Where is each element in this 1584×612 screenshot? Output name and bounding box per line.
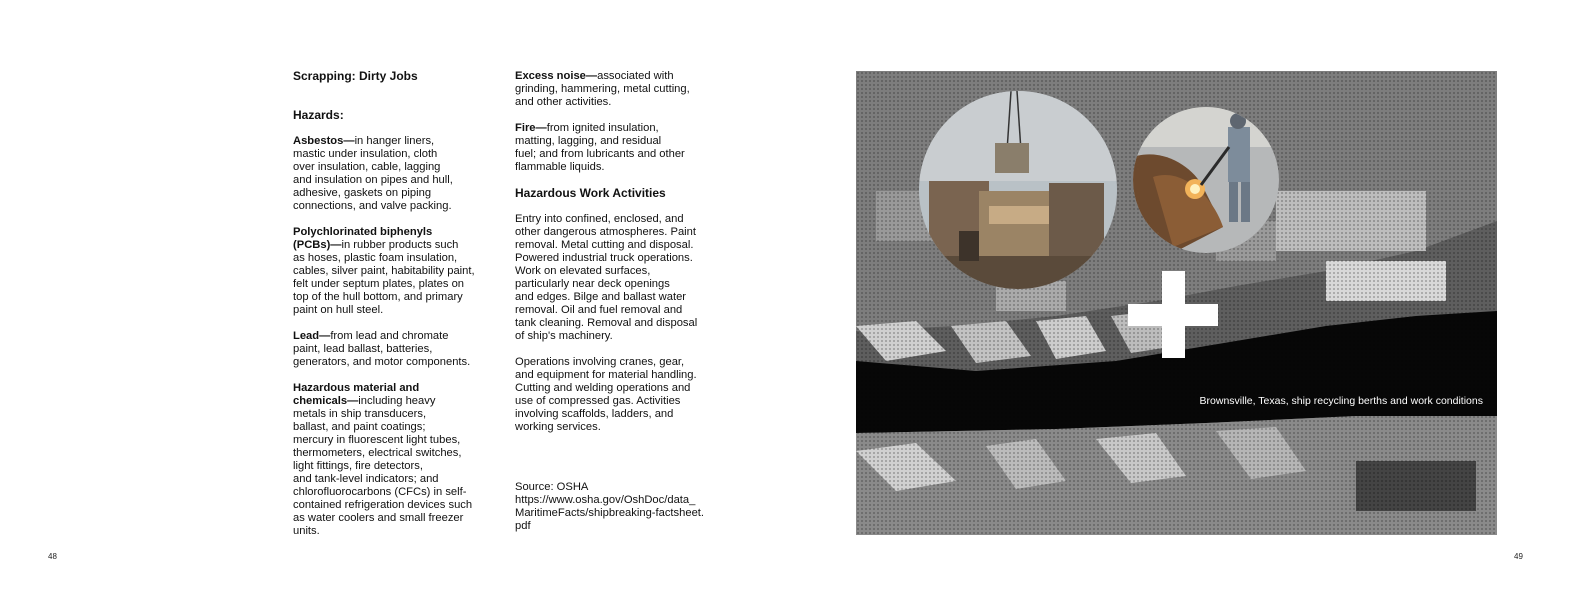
activities-heading: Hazardous Work Activities	[515, 186, 666, 200]
source-citation: Source: OSHA https://www.osha.gov/OshDoc/data_ MaritimeFacts/shipbreaking-factsheet. pdf	[515, 481, 705, 532]
hazard-asbestos: Asbestos—in hanger liners, mastic under insulation, cloth over insulation, cable, lagging and insulation on pipes and hull, adhesive, gaskets on piping connections, and valve packing.	[293, 135, 453, 212]
image-caption: Brownsville, Texas, ship recycling berths and work conditions	[1199, 395, 1483, 407]
hazard-chemicals: Hazardous material and chemicals—including heavy metals in ship transducers, ballast, and paint coatings; mercury in fluorescent light tubes, thermometers, electrical switches, light fittings, fire detectors, and tank-level indicators; and chlorofluorocarbons (CFCs) in self- contained refrigeration devices such as water coolers and small freezer units.	[293, 382, 473, 537]
ship-hull-image	[919, 91, 1117, 289]
activities-paragraph-2: Operations involving cranes, gear, and equipment for material handling. Cutting and welding operations and use of compressed gas. Activities involving scaffolds, ladders, and working services.	[515, 356, 697, 433]
worker-cutting-photo-circle	[1133, 107, 1279, 253]
hazards-heading: Hazards:	[293, 108, 344, 122]
hazard-noise: Excess noise—associated with grinding, hammering, metal cutting, and other activities.	[515, 70, 690, 108]
hazard-term: Lead	[293, 330, 320, 342]
hazard-pcbs: Polychlorinated biphenyls (PCBs)—in rubber products such as hoses, plastic foam insulation, cables, silver paint, habitability paint, felt under septum plates, plates on top of the hull bottom, and primary paint on hull steel.	[293, 226, 475, 316]
hazard-fire: Fire—from ignited insulation, matting, lagging, and residual fuel; and from lubricants and other flammable liquids.	[515, 122, 685, 173]
hazard-term: Excess noise	[515, 70, 586, 82]
hazard-term: Hazardous material and chemicals	[293, 382, 420, 407]
hazard-term: Fire	[515, 122, 536, 134]
hazard-term: Asbestos	[293, 135, 344, 147]
worker-cutting-image	[1133, 107, 1279, 253]
page-title: Scrapping: Dirty Jobs	[293, 69, 418, 83]
hazard-term: Polychlorinated biphenyls (PCBs)	[293, 226, 433, 251]
middle-text-column	[515, 70, 720, 533]
left-text-column	[293, 70, 498, 538]
plus-sign-horizontal	[1128, 304, 1218, 326]
activities-paragraph-1: Entry into confined, enclosed, and other dangerous atmospheres. Paint removal. Metal cutting and disposal. Powered industrial truck operations. Work on elevated surfaces, particularly near deck openings and edges. Bilge and ballast water removal. Oil and fuel removal and tank cleaning. Removal and disposal of ship's machinery.	[515, 213, 698, 342]
hazard-lead: Lead—from lead and chromate paint, lead ballast, batteries, generators, and motor components.	[293, 330, 471, 368]
aerial-photo	[856, 71, 1497, 535]
page-number-right: 49	[1514, 552, 1523, 561]
page-number-left: 48	[48, 552, 57, 561]
shipbreaking-photo-circle	[919, 91, 1117, 289]
